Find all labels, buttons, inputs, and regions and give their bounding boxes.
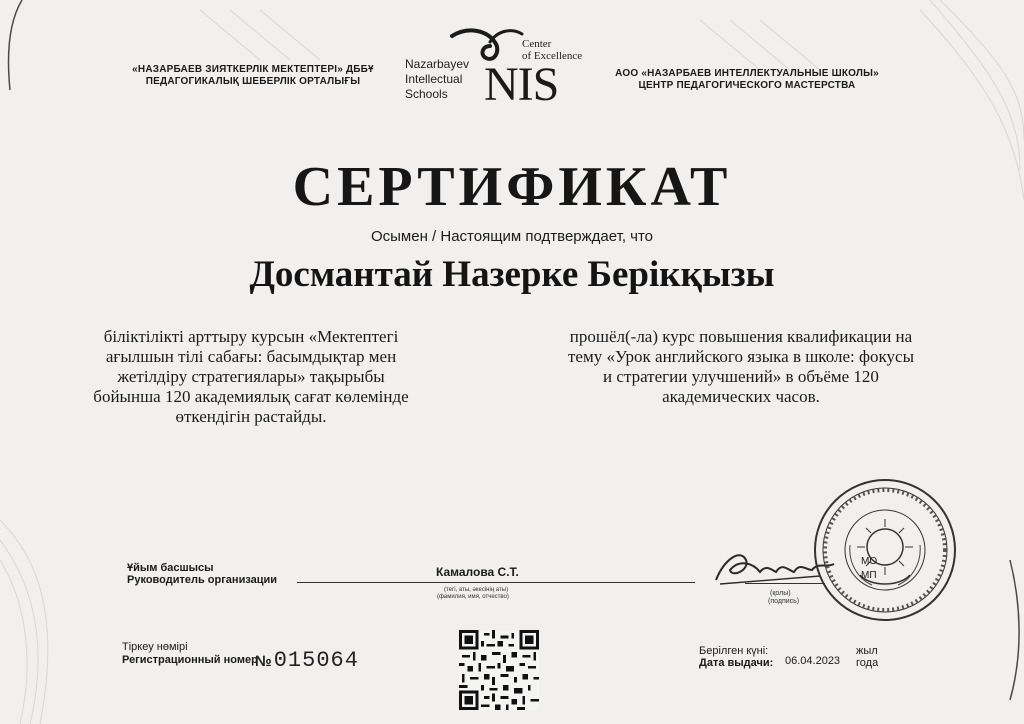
issue-date-label-ru: Дата выдачи: [699, 657, 774, 669]
stamp-label-ru: МП [861, 570, 877, 581]
organization-name-kz: «НАЗАРБАЕВ ЗИЯТКЕРЛІК МЕКТЕПТЕРІ» ДББҰ ПЕДАГОГИКАЛЫҚ ШЕБЕРЛІК ОРТАЛЫҒЫ [132, 64, 374, 87]
qr-code-icon [459, 630, 539, 710]
logo-center-line: Center [522, 38, 552, 50]
issue-date-label-kz: Берілген күні: [699, 645, 769, 657]
registration-label-ru: Регистрационный номер [122, 654, 258, 666]
year-label-kz: жыл [856, 645, 878, 657]
nis-logo-words [405, 57, 469, 102]
signatory-name: Камалова С.Т. [436, 565, 519, 579]
registration-label-kz: Тіркеу нөмірі [122, 641, 188, 653]
nis-center-of-excellence [522, 38, 582, 62]
official-seal-icon [810, 475, 960, 625]
certificate-title: СЕРТИФИКАТ [292, 156, 732, 218]
issue-date-value: 06.04.2023 [785, 655, 841, 667]
organization-name-ru: АОО «НАЗАРБАЕВ ИНТЕЛЛЕКТУАЛЬНЫЕ ШКОЛЫ» ЦЕНТР ПЕДАГОГИЧЕСКОГО МАСТЕРСТВА [615, 68, 879, 91]
name-caption-kz: (тегі, аты, әкесінің аты) [444, 587, 509, 593]
signature-line [297, 582, 695, 583]
registration-number [255, 648, 359, 673]
recipient-name: Досмантай Назерке Берікқызы [249, 254, 775, 295]
signatory-role-ru: Руководитель организации [127, 574, 278, 586]
signatory-role-kz: Ұйым басшысы [127, 562, 214, 574]
certificate-text-ru: прошёл(-ла) курс повышения квалификации на тему «Урок английского языка в школе: фокусы и стратегии улучшений» в объёме 120 академических часов. [567, 327, 914, 406]
signature-caption-kz: (қолы) [770, 590, 791, 597]
logo-word: Intellectual [405, 72, 463, 86]
logo-center-line: of Excellence [522, 50, 583, 62]
stamp-label-kz: МО [861, 556, 878, 567]
logo-word: Nazarbayev [405, 57, 470, 71]
nis-logo-mark: NIS [484, 58, 559, 111]
signature-caption-ru: (подпись) [768, 598, 800, 605]
number-sign: № [255, 653, 272, 670]
registration-number-value: 015064 [273, 648, 359, 673]
logo-word: Schools [405, 87, 448, 101]
confirmation-line: Осымен / Настоящим подтверждает, что [370, 228, 654, 245]
name-caption-ru: (фамилия, имя, отчество) [437, 594, 509, 600]
certificate-text-kz: біліктілікті арттыру курсын «Мектептегі ағылшын тілі сабағы: басымдықтар мен жетілдіру стратегиялары» тақырыбы бойынша 120 академиялық сағат көлемінде өткендігін растайды. [93, 327, 409, 426]
year-label-ru: года [856, 657, 879, 669]
